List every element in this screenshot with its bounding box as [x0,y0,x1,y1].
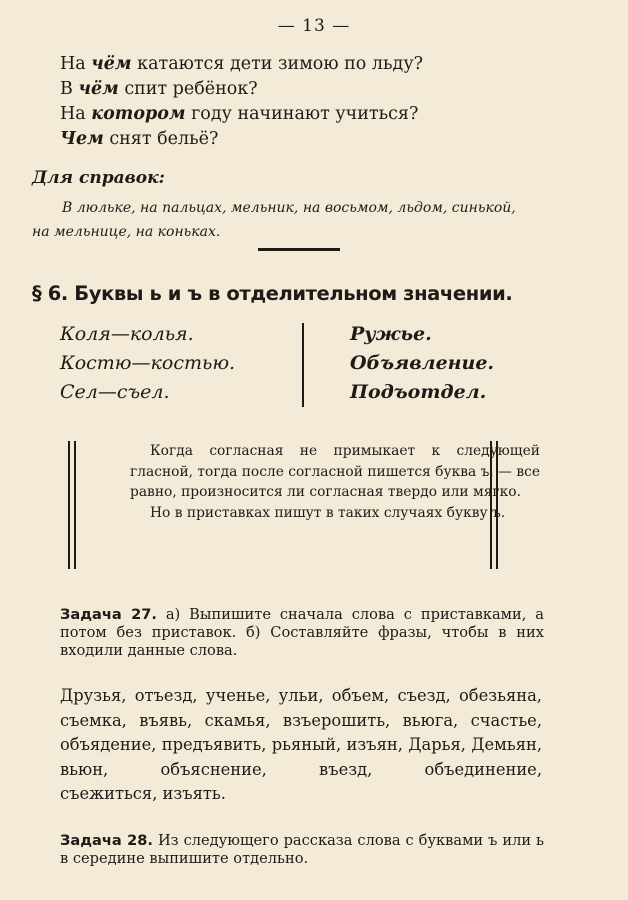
rule-box [68,441,540,569]
rule-bar-left-inner [74,441,76,569]
reference-title: Для справок: [32,168,165,188]
question-1-emph: чём [91,54,132,74]
question-2 [60,77,258,101]
question-1-pre: На [60,54,86,74]
question-3-emph: котором [91,104,186,124]
task-27-text: а) Выпишите сначала слова с приставками, а потом без приставок. б) Составляйте фразы, чтобы в них входили данные слова. [60,606,545,659]
word-list-last-line: съежиться, изъять. [60,784,226,803]
task-27-label: Задача 27. [60,606,157,623]
question-3-post: году начинают учиться? [191,104,419,124]
question-1 [60,52,423,76]
rule-bar-left-outer [68,441,70,569]
rule-paragraph-1: Когда согласная не примыкает к следующей гласной, тогда после согласной пишется буква ъ, — все равно, произносится ли согласная твердо или мягко. [130,443,540,500]
example-left-2: Костю—костью. [60,352,236,374]
question-2-emph: чём [78,79,119,99]
example-left-3: Сел—съел. [60,381,170,403]
example-right-3: Подъотдел. [350,381,487,403]
reference-body [32,196,552,244]
example-right-1: Ружье. [350,323,432,345]
question-4 [60,127,218,151]
reference-line-1: В люльке, на пальцах, мельник, на восьмом, льдом, синькой, [62,200,516,216]
word-list-text: Друзья, отъезд, ученье, ульи, объем, съезд, обезьяна, съемка, въявь, скамья, взъерошить, вьюга, счастье, объядение, предъявить, рьяный, изъян, Дарья, Демьян, вьюн, объяснение, въезд, объединение, [60,686,542,779]
task-27 [60,606,544,660]
question-4-post: снят бельё? [109,129,219,149]
reference-line-2: на мельнице, на коньках. [32,224,221,240]
examples-divider [302,323,304,407]
rule-text [130,441,540,523]
question-4-emph: Чем [60,129,104,149]
page-number: — 13 — [277,16,351,36]
examples-left [60,320,235,407]
question-1-post: катаются дети зимою по льду? [137,54,424,74]
divider-rule [258,248,340,251]
word-list [60,684,542,807]
question-3 [60,102,418,126]
task-28-text: Из следующего рассказа слова с буквами ъ или ь в середине выпишите отдельно. [60,832,544,867]
section-heading: § 6. Буквы ь и ъ в отделительном значении. [32,282,513,305]
question-3-pre: На [60,104,86,124]
rule-paragraph-2: Но в приставках пишут в таких случаях букву ъ. [150,504,506,521]
question-2-post: спит ребёнок? [124,79,258,99]
example-left-1: Коля—колья. [60,323,194,345]
task-28 [60,832,544,868]
task-28-label: Задача 28. [60,832,153,849]
examples-right [350,320,494,407]
example-right-2: Объявление. [350,352,495,374]
question-2-pre: В [60,79,73,99]
